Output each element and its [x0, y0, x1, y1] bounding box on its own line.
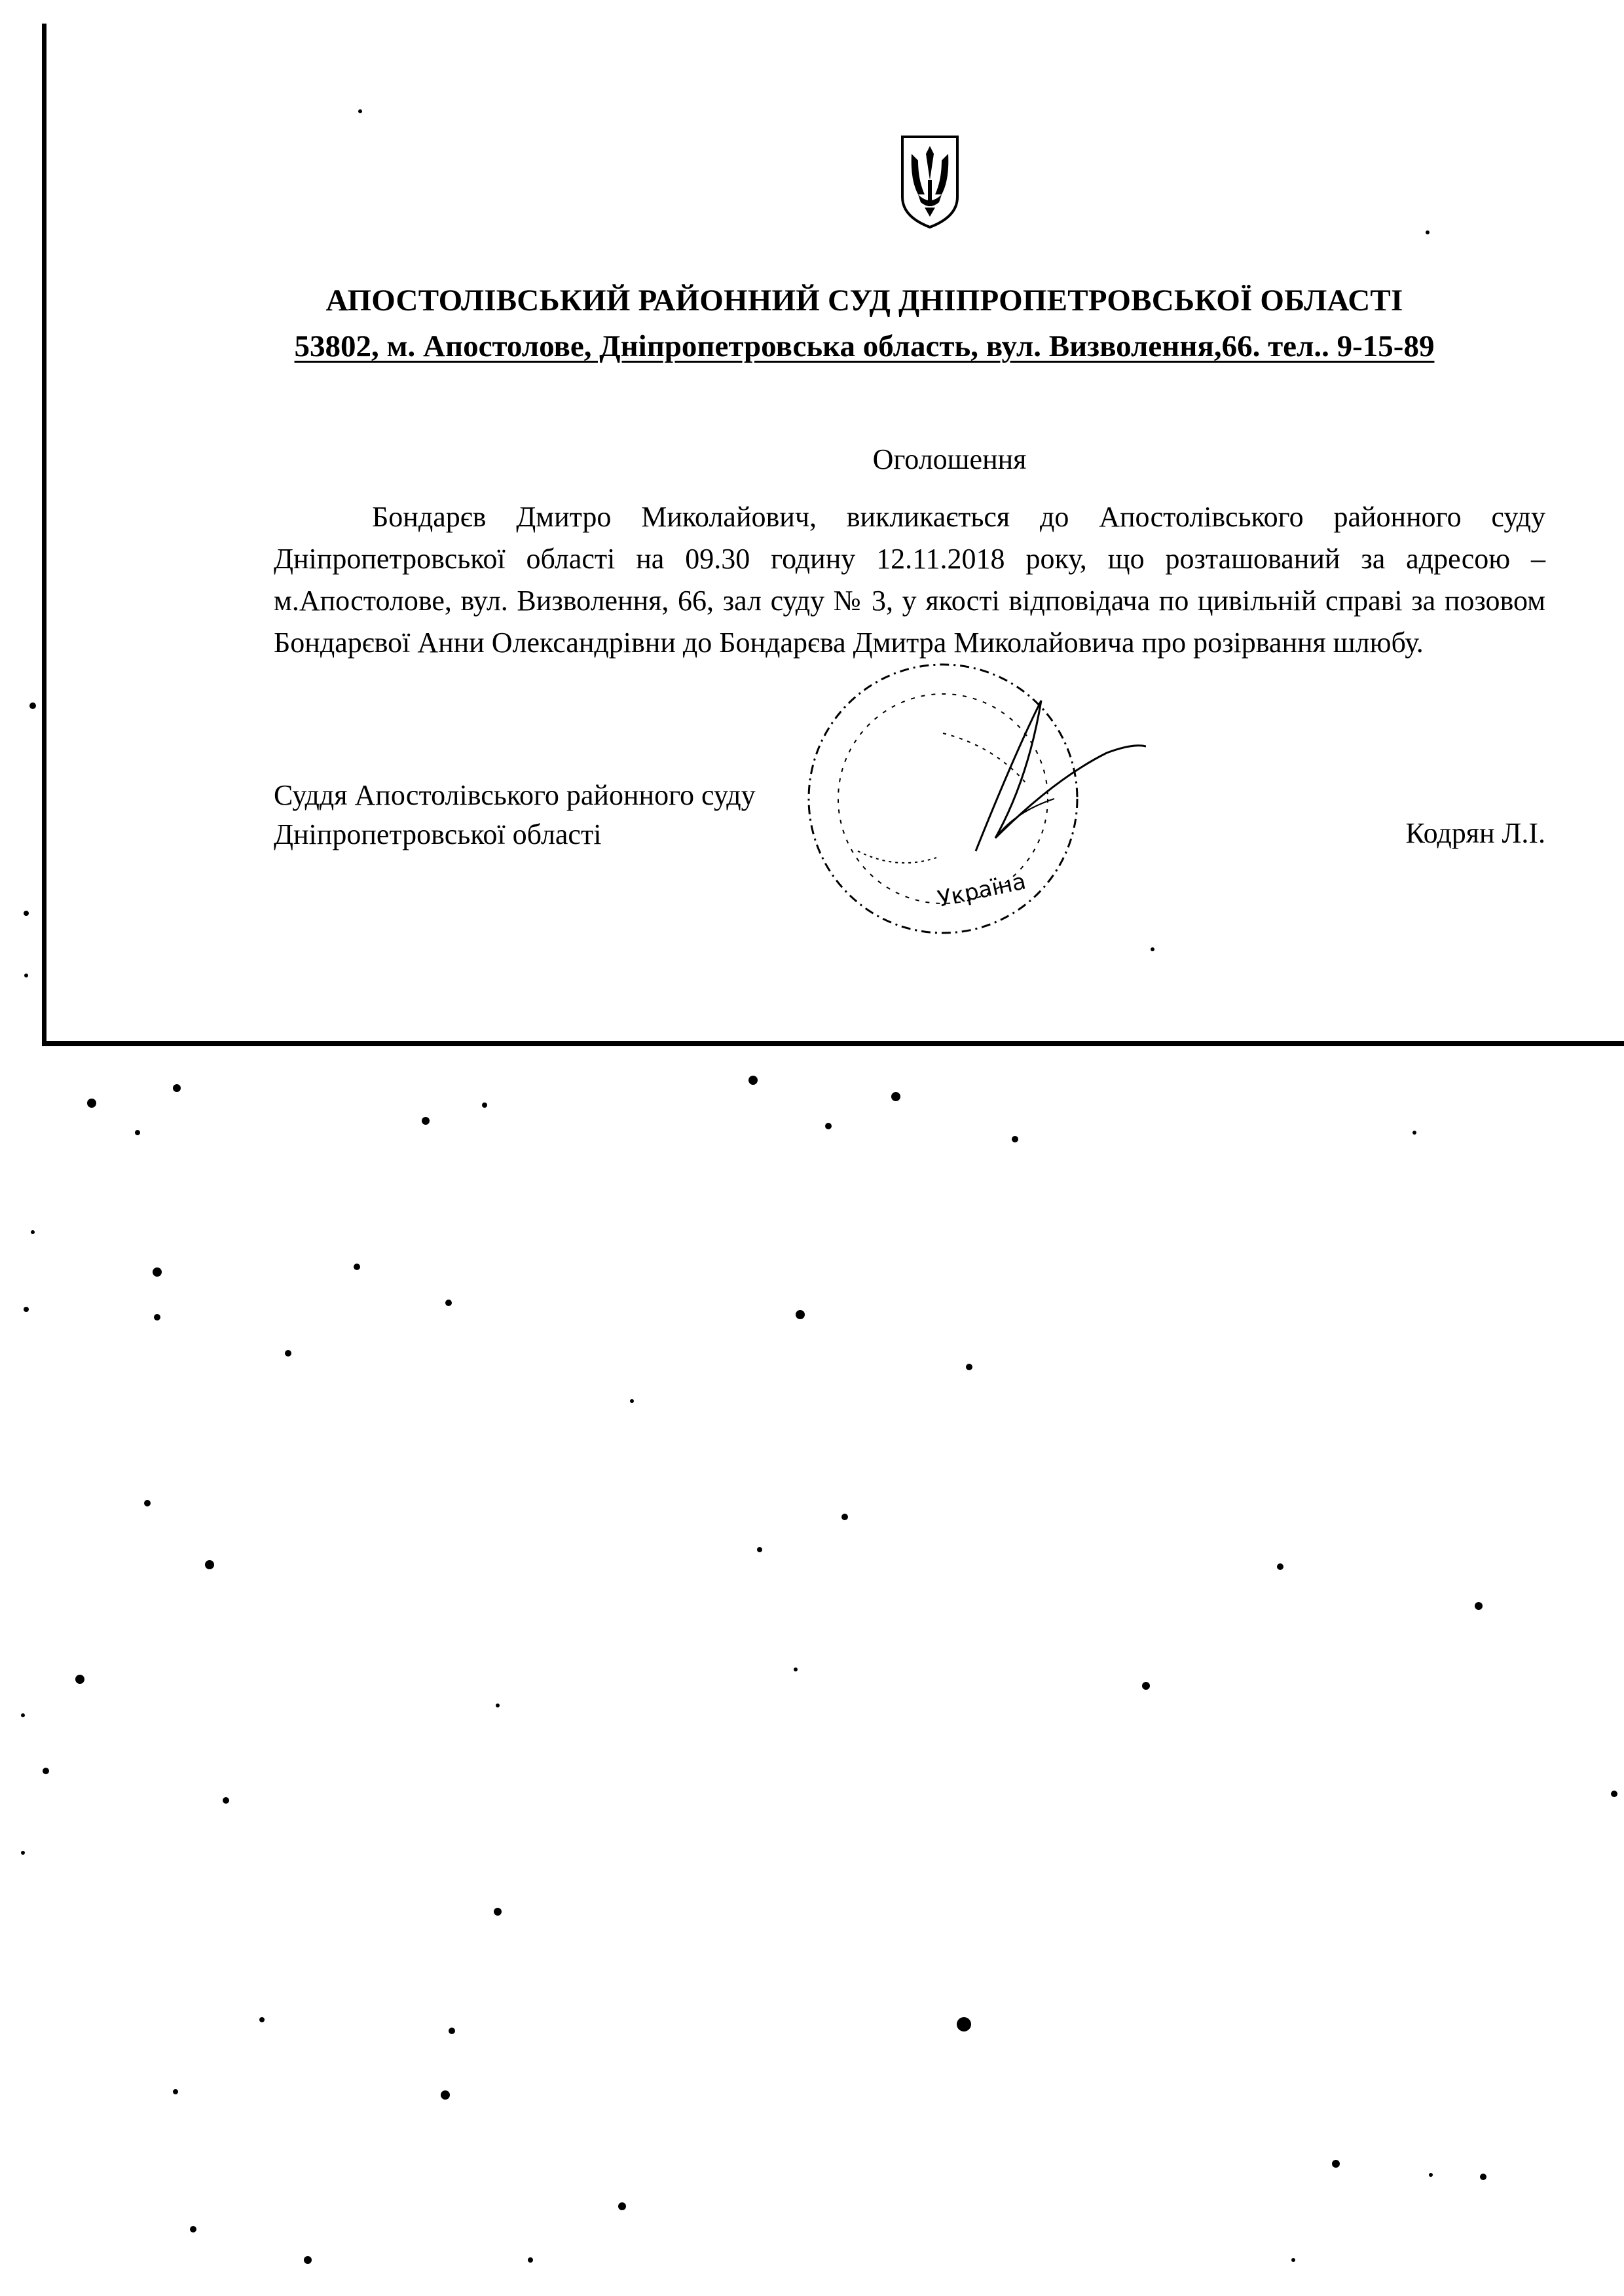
judge-position-line1: Суддя Апостолівського районного суду: [274, 779, 756, 811]
trident-icon: [898, 134, 961, 230]
court-seal-icon: [779, 655, 1146, 943]
court-address-text: 53802, м. Апостолове, Дніпропетровська область, вул. Визволення,66. тел.. 9-15-89: [294, 329, 1435, 363]
document-title: Оголошення: [872, 443, 1027, 475]
page-border-left: [42, 24, 46, 1045]
judge-position-line2: Дніпропетровської області: [274, 818, 602, 850]
judge-name: Кодрян Л.І.: [1405, 817, 1545, 849]
announcement-body: Бондарєв Дмитро Миколайович, викликається до Апостолівського районного суду Дніпропетровської області на 09.30 годину 12.11.2018 року, що розташований за адресою – м.Апостолове, вул. Визволення, 66, зал суду № 3, у якості відповідача по цивільній справі за позовом Бондарєвої Анни Олександрівни до Бондарєва Дмитра Миколайовича про розірвання шлюбу.: [274, 501, 1545, 659]
judge-position: [274, 776, 863, 854]
court-address: [196, 329, 1532, 364]
seal-text: Україна: [935, 868, 1029, 913]
court-name: АПОСТОЛІВСЬКИЙ РАЙОННИЙ СУД ДНІПРОПЕТРОВСЬКОЇ ОБЛАСТІ: [325, 283, 1403, 318]
page-border-bottom: [42, 1041, 1624, 1046]
